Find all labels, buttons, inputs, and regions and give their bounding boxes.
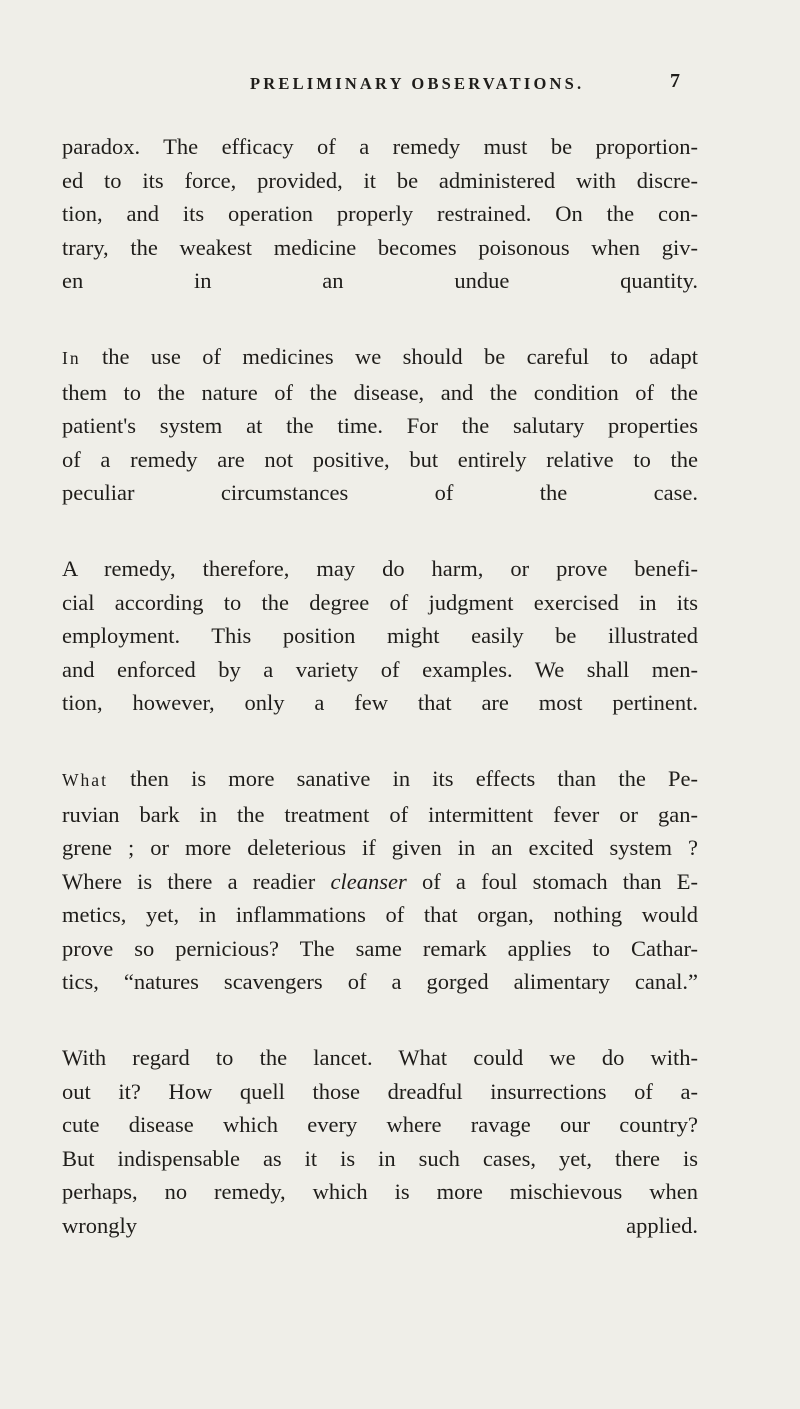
text-line: But indispensable as it is in such cases, yet, there is [62, 1145, 698, 1171]
text-line: ruvian bark in the treatment of intermittent fever or gan- [62, 801, 698, 827]
text-segment: of a foul stomach than E- [406, 868, 698, 894]
text-line: them to the nature of the disease, and the condition of the [62, 379, 698, 405]
text-line: en in an undue quantity. [62, 268, 698, 294]
running-head [0, 70, 800, 100]
text-line: and enforced by a variety of examples. We shall men- [62, 656, 698, 682]
text-line: ed to its force, provided, it be administered with discre- [62, 167, 698, 193]
small-caps-lead: What [62, 769, 108, 790]
paragraph-5 [62, 1041, 698, 1243]
text-line [62, 865, 698, 899]
text-line: paradox. The efficacy of a remedy must be proportion- [62, 134, 698, 159]
paragraph-3 [62, 552, 698, 720]
text-line: peculiar circumstances of the case. [62, 480, 698, 506]
paragraph-2 [62, 340, 698, 510]
text-line: tion, however, only a few that are most pertinent. [62, 690, 698, 716]
text-segment: Where is there a readier [62, 868, 331, 894]
text-line: metics, yet, in inflammations of that organ, nothing would [62, 902, 698, 928]
text-line: A remedy, therefore, may do harm, or prove benefi- [62, 555, 698, 581]
text-segment: then is more sanative in its effects than the Pe- [107, 765, 698, 791]
text-line: tion, and its operation properly restrained. On the con- [62, 201, 698, 227]
text-line: With regard to the lancet. What could we do with- [62, 1045, 698, 1071]
paragraph-1 [62, 130, 698, 298]
paragraph-4 [62, 762, 698, 999]
small-caps-lead: In [62, 347, 81, 368]
text-segment: the use of medicines we should be careful to adapt [80, 343, 698, 369]
italic-word: cleanser [330, 868, 407, 894]
text-line: cute disease which every where ravage our country? [62, 1112, 698, 1138]
text-line: wrongly applied. [62, 1213, 698, 1239]
page-number: 7 [670, 70, 680, 92]
text-line: of a remedy are not positive, but entirely relative to the [62, 446, 698, 472]
text-line: grene ; or more deleterious if given in an excited system ? [62, 835, 698, 861]
text-line: patient's system at the time. For the salutary properties [62, 413, 698, 439]
text-line: prove so pernicious? The same remark applies to Cathar- [62, 935, 698, 961]
text-line [62, 762, 698, 798]
body-text [62, 130, 698, 1243]
text-line: out it? How quell those dreadful insurrections of a- [62, 1078, 698, 1104]
text-line: cial according to the degree of judgment exercised in its [62, 589, 698, 615]
text-line: trary, the weakest medicine becomes poisonous when giv- [62, 234, 698, 260]
text-line: perhaps, no remedy, which is more mischievous when [62, 1179, 698, 1205]
text-line: employment. This position might easily be illustrated [62, 623, 698, 649]
text-line: tics, “natures scavengers of a gorged alimentary canal.” [62, 969, 698, 995]
text-line [62, 340, 698, 376]
running-title: PRELIMINARY OBSERVATIONS. [250, 74, 585, 93]
